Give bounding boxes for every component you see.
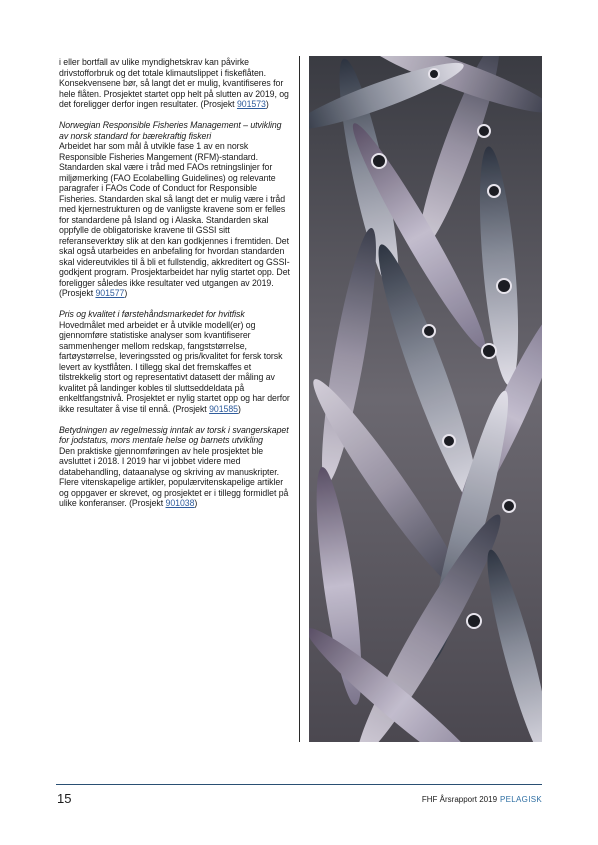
project-link-901038[interactable]: 901038 [165, 498, 195, 508]
section-rfm: Norwegian Responsible Fisheries Management – utvikling av norsk standard for bærekraftig fiskeri Arbeidet har som mål å utvikle fase 1 av en norsk Responsible Fisheries Mangement (RFM)-standard. Standarden skal være i tråd med FAOs retningslinjer for miljømerking (FAO Ecolabelling Guidelines) og relevante paragrafer i FAOs Code of Conduct for Responsible Fisheries. Standarden skal så langt det er mulig være i tråd med kjernestrukturen og de vanligste kravene som er felles for standardene på Island og i Alaska. Standarden skal oppfylle de obligatoriske kravene til GSSI sitt referanseverktøy slik at den kan godkjennes i fremtiden. Det skal også utarbeides en anbefaling for hvordan standarden skal videreutvikles til å bli et fullstendig, akkreditert og GSSI-godkjent program. Prosjektarbeidet har nylig startet opp. Det foreligger således ikke resultater ved utgangen av 2019. (Prosjekt 901577) [59, 120, 290, 298]
fish-photo-illustration [309, 56, 542, 742]
footer-rule [56, 784, 542, 785]
section-heading: Norwegian Responsible Fisheries Management – utvikling av norsk standard for bærekraftig fiskeri [59, 120, 282, 141]
section-torsk-svangerskap: Betydningen av regelmessig inntak av torsk i svangerskapet for jodstatus, mors mentale helse og barnets utvikling Den praktiske gjennomføringen av hele prosjektet ble avsluttet i 2018. I 2019 har vi jobbet videre med databehandling, dataanalyse og skriving av manuskripter. Flere vitenskapelige artikler, populærvitenskapelige artikler og oppgaver er skrevet, og prosjektet er i tillegg formidlet på ulike konferanser. (Prosjekt 901038) [59, 424, 289, 508]
project-link-901585[interactable]: 901585 [209, 403, 238, 414]
text-column [59, 57, 291, 519]
section-pris-kvalitet: Pris og kvalitet i førstehåndsmarkedet for hvitfisk Hovedmålet med arbeidet er å utvikle modell(er) og gjennomføre statistiske analyser som kvantifiserer sammenhenger mellom redskap, fangststørrelse, fartøystørrelse, leveringssted og pris/kvalitet for fersk torsk levert av kystflåten. I tillegg skal det fremskaffes et tilstrekkelig stort og representativt datasett der måling av kvalitet på landinger kobles til sluttseddeldata på enkeltfangstnivå. Prosjektet er nylig startet opp og har derfor ikke resultater å vise til ennå. (Prosjekt 901585) [59, 309, 290, 414]
report-title: FHF Årsrapport 2019 [421, 795, 498, 804]
project-link-901577[interactable]: 901577 [95, 288, 125, 298]
section-heading: Pris og kvalitet i førstehåndsmarkedet for hvitfisk [59, 309, 245, 319]
column-divider [299, 56, 300, 742]
section-body: Den praktiske gjennomføringen av hele prosjektet ble avsluttet i 2018. I 2019 har vi jobbet videre med databehandling, dataanalyse og skriving av manuskripter. Flere vitenskapelige artikler, populærvitenskapelige artikler og oppgaver er skrevet, og prosjektet er i tillegg formidlet på ulike konferanser. (Prosjekt [59, 445, 289, 508]
section-heading: Betydningen av regelmessig inntak av torsk i svangerskapet for jodstatus, mors mentale helse og barnets utvikling [59, 424, 289, 445]
footer-label [422, 795, 542, 804]
section-body: Arbeidet har som mål å utvikle fase 1 av en norsk Responsible Fisheries Mangement (RFM)-standard. Standarden skal være i tråd med FAOs retningslinjer for miljømerking (FAO Ecolabelling Guidelines) og relevante paragrafer i FAOs Code of Conduct for Responsible Fisheries. Standarden skal så langt det er mulig være i tråd med kjernestrukturen og de vanligste kravene som er felles for standardene på Island og i Alaska. Standarden skal oppfylle de obligatoriske kravene til GSSI sitt referanseverktøy slik at den kan godkjennes i fremtiden. Det skal også utarbeides en anbefaling for hvordan standarden skal videreutvikles til å bli et fullstendig, akkreditert og GSSI-godkjent program. Prosjektarbeidet har nylig startet opp. Det foreligger således ikke resultater ved utgangen av 2019. (Prosjekt [59, 141, 290, 298]
section-label: PELAGISK [500, 795, 542, 804]
project-link-901573[interactable]: 901573 [236, 99, 266, 109]
intro-paragraph: i eller bortfall av ulike myndighetskrav kan påvirke drivstofforbruk og det totale klimautslippet i fiskeflåten. Konsekvensene bør, så langt det er mulig, kvantifiseres for hele flåten. Prosjektet startet opp helt på slutten av 2019, og det foreligger derfor ingen resultater. (Prosjekt 901573) [59, 57, 289, 109]
intro-body: i eller bortfall av ulike myndighetskrav kan påvirke drivstofforbruk og det totale klimautslippet i fiskeflåten. Konsekvensene bør, så langt det er mulig, kvantifiseres for hele flåten. Prosjektet startet opp helt på slutten av 2019, og det foreligger derfor ingen resultater. (Prosjekt [59, 57, 289, 109]
section-body: Hovedmålet med arbeidet er å utvikle modell(er) og gjennomføre statistiske analyser som kvantifiserer sammenhenger mellom redskap, fangststørrelse, fartøystørrelse, leveringssted og pris/kvalitet for fersk torsk levert av kystflåten. I tillegg skal det fremskaffes et tilstrekkelig stort og representativt datasett der måling av kvalitet på landinger kobles til sluttseddeldata på enkeltfangstnivå. Prosjektet er nylig startet opp og har derfor ikke resultater å vise til ennå. (Prosjekt [59, 319, 290, 414]
page-number: 15 [57, 791, 72, 806]
fish-photo [309, 56, 542, 742]
